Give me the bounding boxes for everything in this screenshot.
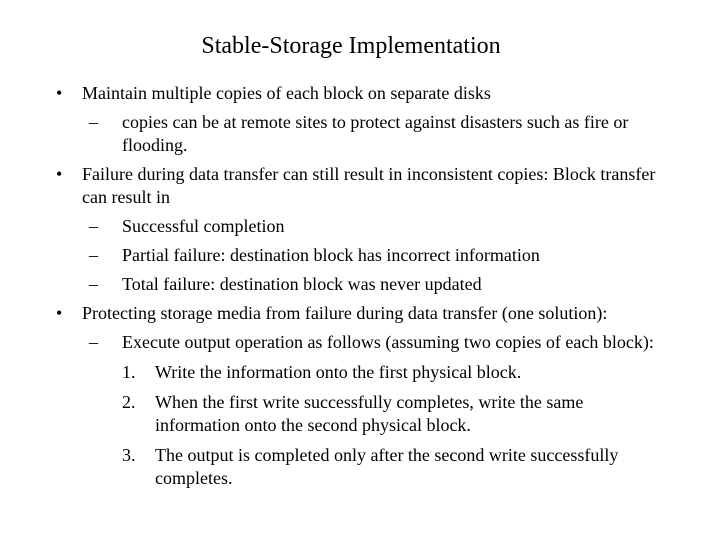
bullet-item	[56, 82, 666, 105]
sub-bullet-item	[89, 244, 666, 267]
sub-bullet-item	[89, 215, 666, 238]
bullet-item	[56, 163, 666, 209]
dash-marker: –	[89, 216, 98, 236]
bullet-marker: •	[56, 164, 63, 184]
step-number: 2.	[122, 392, 136, 412]
bullet-text: Failure during data transfer can still result in inconsistent copies: Block transfer can result in	[82, 164, 656, 207]
dash-marker: –	[89, 245, 98, 265]
step-text: When the first write successfully completes, write the same information onto the second physical block.	[155, 392, 584, 435]
numbered-step	[122, 391, 666, 437]
dash-marker: –	[89, 332, 98, 352]
sub-bullet-text: copies can be at remote sites to protect against disasters such as fire or flooding.	[122, 112, 629, 155]
bullet-marker: •	[56, 303, 63, 323]
sub-bullet-text: Partial failure: destination block has incorrect information	[122, 245, 540, 265]
dash-marker: –	[89, 274, 98, 294]
bullet-text: Protecting storage media from failure during data transfer (one solution):	[82, 303, 608, 323]
numbered-step	[122, 361, 666, 384]
sub-bullet-item	[89, 331, 666, 354]
step-text: The output is completed only after the second write successfully completes.	[155, 445, 619, 488]
dash-marker: –	[89, 112, 98, 132]
step-text: Write the information onto the first physical block.	[155, 362, 522, 382]
slide-content	[56, 82, 666, 490]
bullet-marker: •	[56, 83, 63, 103]
sub-bullet-text: Total failure: destination block was never updated	[122, 274, 482, 294]
numbered-step	[122, 444, 666, 490]
step-number: 3.	[122, 445, 136, 465]
sub-bullet-item	[89, 111, 666, 157]
sub-bullet-text: Successful completion	[122, 216, 285, 236]
sub-bullet-item	[89, 273, 666, 296]
step-number: 1.	[122, 362, 136, 382]
slide-title: Stable-Storage Implementation	[201, 33, 501, 59]
sub-bullet-text: Execute output operation as follows (assuming two copies of each block):	[122, 332, 654, 352]
bullet-item	[56, 302, 666, 325]
bullet-text: Maintain multiple copies of each block on separate disks	[82, 83, 491, 103]
